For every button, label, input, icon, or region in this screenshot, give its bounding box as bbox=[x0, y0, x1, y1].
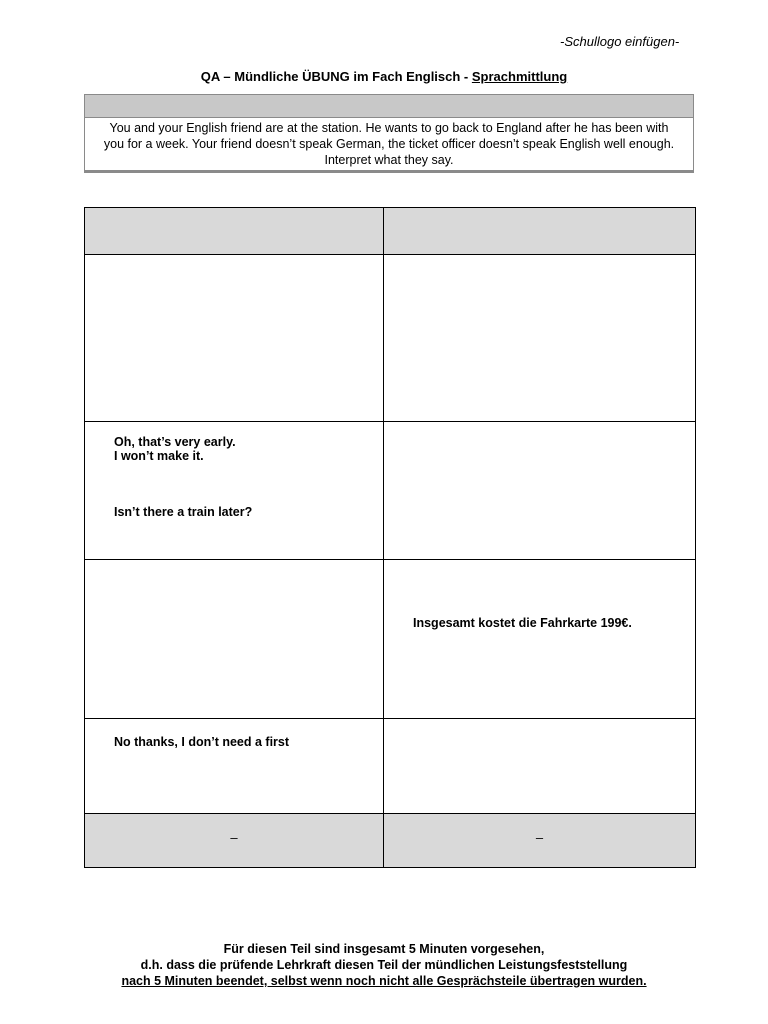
dialog-line: I won’t make it. bbox=[114, 449, 204, 463]
footer-cell-right bbox=[384, 814, 696, 868]
dialog-line: Oh, that’s very early. bbox=[114, 435, 236, 449]
footer-line: d.h. dass die prüfende Lehrkraft diesen Teil der mündlichen Leistungsfeststellung bbox=[140, 958, 628, 972]
task-box-header bbox=[85, 95, 693, 118]
title-subject: Sprachmittlung bbox=[471, 69, 568, 84]
footer-line-underlined: nach 5 Minuten beendet, selbst wenn noch nicht alle Gesprächsteile übertragen wurden. bbox=[121, 974, 647, 988]
dialog-line: Isn’t there a train later? bbox=[114, 505, 253, 519]
table-row bbox=[85, 255, 696, 422]
footer-note bbox=[0, 941, 768, 989]
answer-cell-left[interactable] bbox=[85, 560, 384, 719]
task-box bbox=[84, 94, 694, 173]
answer-cell-right[interactable] bbox=[384, 719, 696, 814]
answer-cell-right[interactable] bbox=[384, 255, 696, 422]
task-instruction-line: Interpret what they say. bbox=[324, 153, 454, 167]
table-row bbox=[85, 719, 696, 814]
task-instruction-line: You and your English friend are at the station. He wants to go back to England after he has been with bbox=[109, 121, 669, 135]
table-header-row bbox=[85, 208, 696, 255]
table-row bbox=[85, 422, 696, 560]
school-logo-placeholder: -Schullogo einfügen- bbox=[560, 34, 680, 49]
dialog-table bbox=[84, 207, 696, 868]
header-cell-right bbox=[384, 208, 696, 255]
document-title bbox=[0, 69, 768, 84]
dialog-cell-left bbox=[85, 719, 384, 814]
dash-mark: – bbox=[535, 830, 544, 845]
table-row bbox=[85, 560, 696, 719]
footer-cell-left bbox=[85, 814, 384, 868]
header-cell-left bbox=[85, 208, 384, 255]
dialog-line: No thanks, I don’t need a first bbox=[114, 735, 290, 749]
dialog-line: Insgesamt kostet die Fahrkarte 199€. bbox=[413, 616, 632, 630]
answer-cell-right[interactable] bbox=[384, 422, 696, 560]
dialog-cell-right bbox=[384, 560, 696, 719]
task-instruction-line: you for a week. Your friend doesn’t speak German, the ticket officer doesn’t speak English well enough. bbox=[103, 137, 675, 151]
task-instruction bbox=[85, 118, 693, 172]
table-footer-row bbox=[85, 814, 696, 868]
title-main: QA – Mündliche ÜBUNG im Fach Englisch - bbox=[200, 69, 472, 84]
answer-cell-left[interactable] bbox=[85, 255, 384, 422]
footer-line: Für diesen Teil sind insgesamt 5 Minuten vorgesehen, bbox=[223, 942, 545, 956]
dialog-cell-left bbox=[85, 422, 384, 560]
dash-mark: – bbox=[230, 830, 238, 845]
